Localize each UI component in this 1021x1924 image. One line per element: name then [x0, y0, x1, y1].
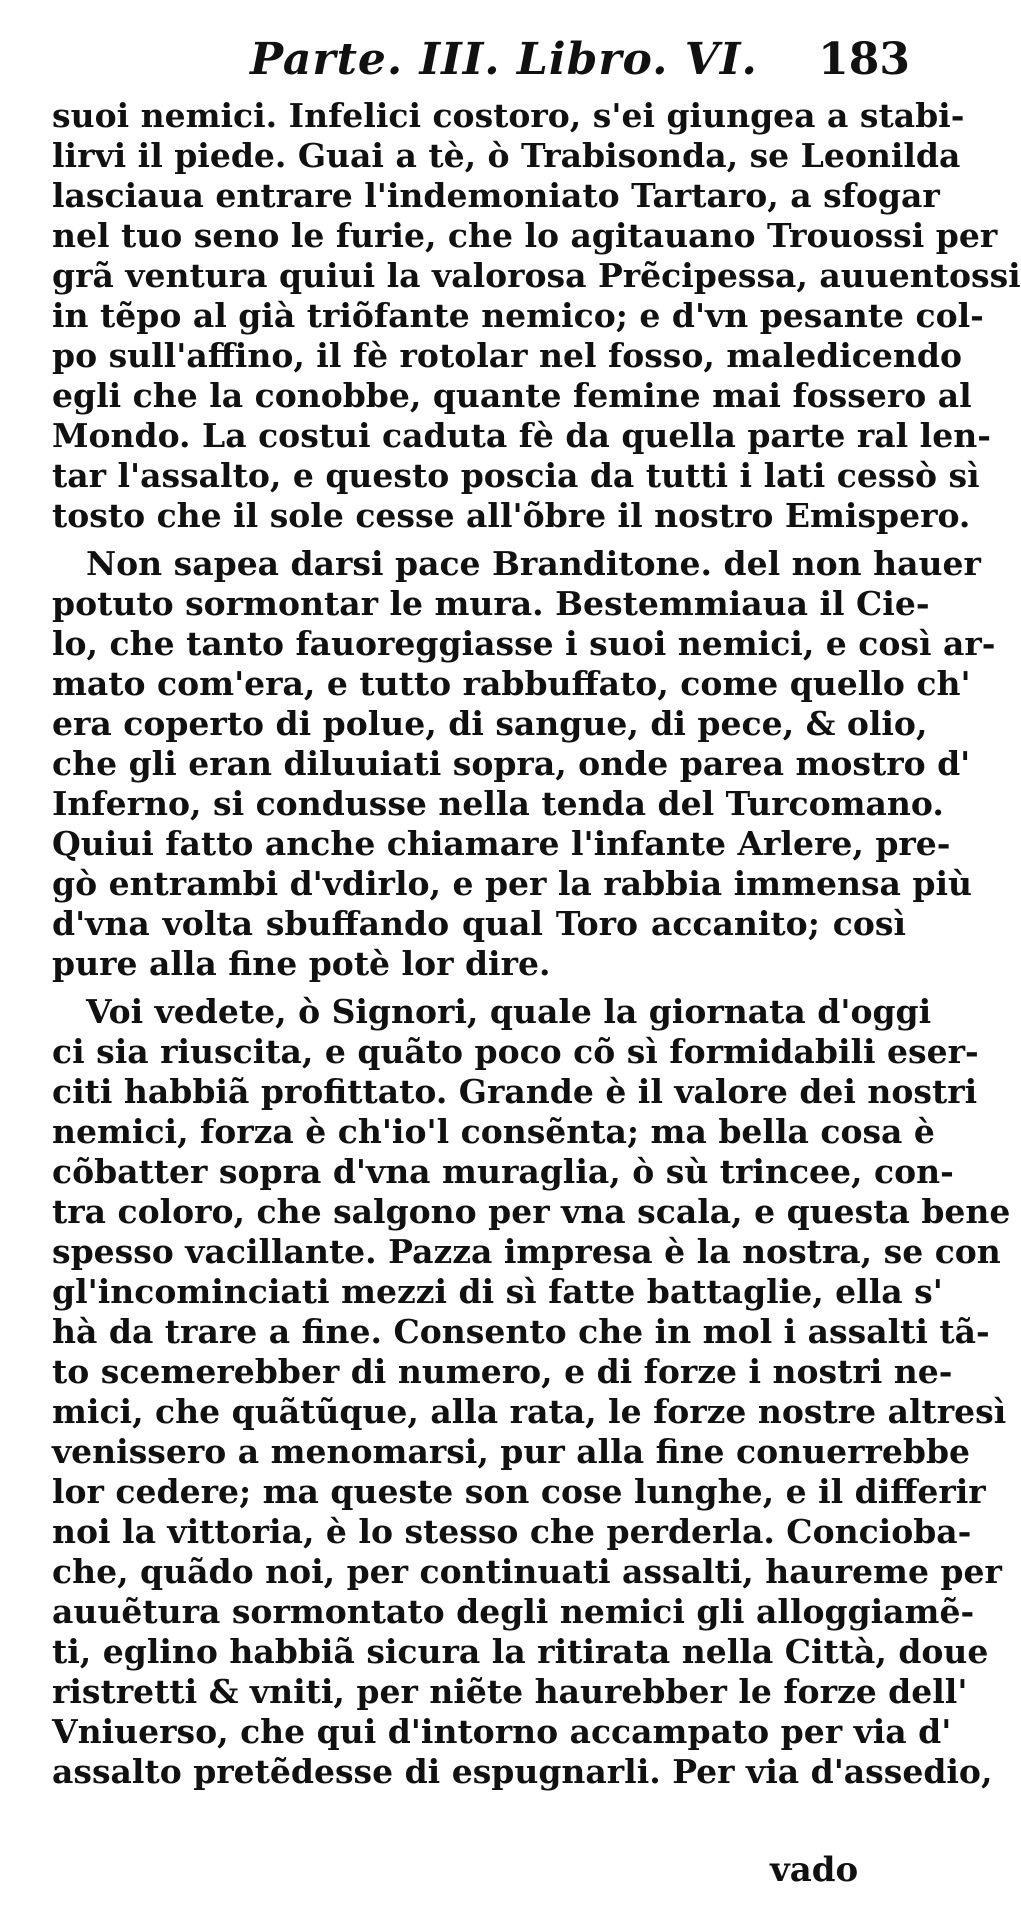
paragraph-3	[52, 992, 1011, 1792]
text-line: che, quãdo noi, per continuati assalti, haureme per	[52, 1552, 1002, 1591]
text-line: tra coloro, che salgono per vna scala, e questa bene	[52, 1192, 1011, 1231]
text-line: pure alla fine potè lor dire.	[52, 944, 551, 983]
text-line: po sull'affino, il fè rotolar nel fosso, maledicendo	[52, 336, 962, 375]
text-line: nemici, forza è ch'io'l consẽnta; ma bella cosa è	[52, 1112, 935, 1151]
page-header	[250, 34, 910, 98]
text-line: auuẽtura sormontato degli nemici gli alloggiamẽ-	[52, 1592, 975, 1631]
text-line: lor cedere; ma queste son cose lunghe, e il differir	[52, 1472, 986, 1511]
running-head: Parte. III. Libro. VI.	[250, 34, 758, 85]
text-line: hà da trare a fine. Consento che in mol i assalti tã-	[52, 1312, 990, 1351]
body-text	[52, 96, 1021, 1792]
text-line: lo, che tanto fauoreggiasse i suoi nemici, e così ar-	[52, 624, 996, 663]
text-line: spesso vacillante. Pazza impresa è la nostra, se con	[52, 1232, 1001, 1271]
text-line: venissero a menomarsi, pur alla fine conuerrebbe	[52, 1432, 971, 1471]
text-line: in tẽpo al già triõfante nemico; e d'vn pesante col-	[52, 296, 984, 335]
catchword: vado	[770, 1850, 859, 1890]
text-line: citi habbiã profittato. Grande è il valore dei nostri	[52, 1072, 978, 1111]
text-line: ti, eglino habbiã sicura la ritirata nella Città, doue	[52, 1632, 989, 1671]
text-line: to scemerebber di numero, e di forze i nostri ne-	[52, 1352, 953, 1391]
text-line: era coperto di polue, di sangue, di pece, & olio,	[52, 704, 928, 743]
text-line: mato com'era, e tutto rabbuffato, come quello ch'	[52, 664, 971, 703]
text-line: Inferno, si condusse nella tenda del Turcomano.	[52, 784, 944, 823]
text-line: gl'incominciati mezzi di sì fatte battaglie, ella s'	[52, 1272, 943, 1311]
text-line: egli che la conobbe, quante femine mai fossero al	[52, 376, 972, 415]
text-line: Quiui fatto anche chiamare l'infante Arlere, pre-	[52, 824, 951, 863]
text-line: Voi vedete, ò Signori, quale la giornata d'oggi	[86, 992, 932, 1031]
text-line: Non sapea darsi pace Branditone. del non hauer	[86, 544, 981, 583]
text-line: suoi nemici. Infelici costoro, s'ei giungea a stabi-	[52, 96, 965, 135]
text-line: Mondo. La costui caduta fè da quella parte ral len-	[52, 416, 991, 455]
paragraph-1	[52, 96, 1021, 536]
text-line: noi la vittoria, è lo stesso che perderla. Concioba-	[52, 1512, 972, 1551]
text-line: tosto che il sole cesse all'õbre il nostro Emispero.	[52, 496, 971, 535]
paragraph-gap	[52, 536, 906, 544]
text-line: ci sia riuscita, e quãto poco cõ sì formidabili eser-	[52, 1032, 979, 1071]
text-line: ristretti & vniti, per niẽte haurebber le forze dell'	[52, 1672, 968, 1711]
text-line: lasciaua entrare l'indemoniato Tartaro, a sfogar	[52, 176, 940, 215]
paragraph-gap	[52, 984, 906, 992]
text-line: potuto sormontar le mura. Bestemmiaua il Cie-	[52, 584, 930, 623]
paragraph-2	[52, 544, 996, 984]
page-number: 183	[818, 34, 910, 85]
text-line: d'vna volta sbuffando qual Toro accanito; così	[52, 904, 906, 943]
text-line: lirvi il piede. Guai a tè, ò Trabisonda, se Leonilda	[52, 136, 961, 175]
text-line: cõbatter sopra d'vna muraglia, ò sù trincee, con-	[52, 1152, 954, 1191]
text-line: Vniuerso, che qui d'intorno accampato per via d'	[52, 1712, 952, 1751]
text-line: assalto pretẽdesse di espugnarli. Per via d'assedio,	[52, 1752, 993, 1791]
text-line: che gli eran diluuiati sopra, onde parea mostro d'	[52, 744, 971, 783]
text-line: tar l'assalto, e questo poscia da tutti i lati cessò sì	[52, 456, 980, 495]
text-line: gò entrambi d'vdirlo, e per la rabbia immensa più	[52, 864, 973, 903]
text-line: grã ventura quiui la valorosa Prẽcipessa, auuentossi	[52, 256, 1021, 295]
text-line: mici, che quãtũque, alla rata, le forze nostre altresì	[52, 1392, 1007, 1431]
text-line: nel tuo seno le furie, che lo agitauano Trouossi per	[52, 216, 998, 255]
